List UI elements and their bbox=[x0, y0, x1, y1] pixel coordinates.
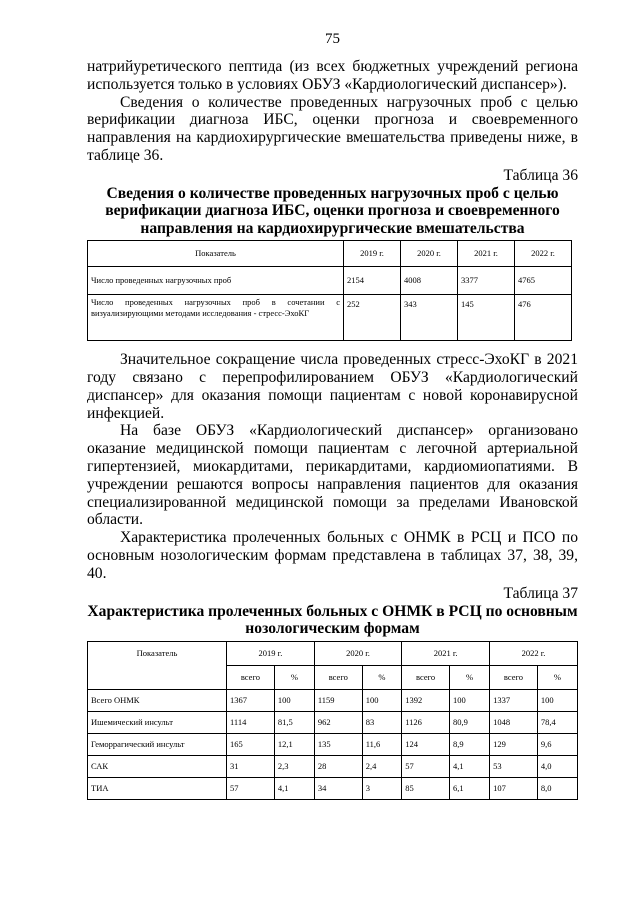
table-cell: 124 bbox=[402, 733, 450, 755]
subheader-cell: % bbox=[274, 665, 314, 689]
table-cell: 100 bbox=[537, 689, 577, 711]
table-cell: 1392 bbox=[402, 689, 450, 711]
table-cell: 2154 bbox=[344, 267, 401, 295]
header-cell: Показатель bbox=[88, 641, 227, 689]
table-cell: 6,1 bbox=[450, 777, 490, 799]
table-cell: Геморрагический инсульт bbox=[88, 733, 227, 755]
header-cell: 2020 г. bbox=[401, 241, 458, 267]
table-cell: 8,0 bbox=[537, 777, 577, 799]
page-number: 75 bbox=[325, 31, 340, 47]
table-cell: 476 bbox=[515, 295, 572, 341]
table-cell: 135 bbox=[314, 733, 362, 755]
paragraph: Значительное сокращение числа проведенных стресс-ЭхоКГ в 2021 году связано с перепрофилированием ОБУЗ «Кардиологический диспансер» для оказания помощи пациентам с новой коронавирусной инфекцией. bbox=[87, 351, 578, 422]
subheader-cell: всего bbox=[314, 665, 362, 689]
subheader-cell: всего bbox=[227, 665, 275, 689]
table-cell: 1337 bbox=[490, 689, 538, 711]
table-cell: 80,9 bbox=[450, 711, 490, 733]
table-row bbox=[88, 755, 578, 777]
table-cell: 57 bbox=[227, 777, 275, 799]
table-cell: Ишемический инсульт bbox=[88, 711, 227, 733]
table-cell: 1114 bbox=[227, 711, 275, 733]
table-cell: 962 bbox=[314, 711, 362, 733]
table-cell: 9,6 bbox=[537, 733, 577, 755]
paragraph: Характеристика пролеченных больных с ОНМК в РСЦ и ПСО по основным нозологическим формам представлена в таблицах 37, 38, 39, 40. bbox=[87, 529, 578, 582]
table-row bbox=[88, 711, 578, 733]
paragraph: натрийуретического пептида (из всех бюджетных учреждений региона используется только в условиях ОБУЗ «Кардиологический диспансер»). bbox=[87, 58, 578, 93]
header-cell: 2021 г. bbox=[458, 241, 515, 267]
table-cell: Число проведенных нагрузочных проб в сочетании с визуализирующими методами исследования - стресс-ЭхоКГ bbox=[88, 295, 344, 341]
year-header-cell: 2020 г. bbox=[314, 641, 401, 665]
text-block-2 bbox=[87, 351, 578, 582]
table-cell: 11,6 bbox=[362, 733, 401, 755]
table-cell: 3377 bbox=[458, 267, 515, 295]
table-cell: 85 bbox=[402, 777, 450, 799]
table-cell: 4,0 bbox=[537, 755, 577, 777]
table-cell: 100 bbox=[450, 689, 490, 711]
table-cell: 100 bbox=[362, 689, 401, 711]
table-cell: 165 bbox=[227, 733, 275, 755]
subheader-cell: % bbox=[450, 665, 490, 689]
subheader-cell: % bbox=[362, 665, 401, 689]
table-cell: 2,3 bbox=[274, 755, 314, 777]
table-cell: 31 bbox=[227, 755, 275, 777]
table-cell: 1048 bbox=[490, 711, 538, 733]
table-row bbox=[88, 689, 578, 711]
table-row bbox=[88, 733, 578, 755]
table-cell: 8,9 bbox=[450, 733, 490, 755]
year-header-cell: 2022 г. bbox=[490, 641, 578, 665]
table-36-label: Таблица 36 bbox=[503, 166, 578, 184]
table-cell: 57 bbox=[402, 755, 450, 777]
table-cell: Число проведенных нагрузочных проб bbox=[88, 267, 344, 295]
table-cell: 4765 bbox=[515, 267, 572, 295]
table-cell: 252 bbox=[344, 295, 401, 341]
table-row bbox=[88, 267, 572, 295]
table-cell: 100 bbox=[274, 689, 314, 711]
table-cell: 145 bbox=[458, 295, 515, 341]
header-cell: 2022 г. bbox=[515, 241, 572, 267]
text-block-1 bbox=[87, 58, 578, 165]
table-cell: САК bbox=[88, 755, 227, 777]
table-cell: 343 bbox=[401, 295, 458, 341]
table-row bbox=[88, 777, 578, 799]
table-37-label: Таблица 37 bbox=[503, 584, 578, 602]
table-cell: 3 bbox=[362, 777, 401, 799]
table-cell: 1367 bbox=[227, 689, 275, 711]
table-cell: 34 bbox=[314, 777, 362, 799]
table-cell: Всего ОНМК bbox=[88, 689, 227, 711]
year-header-cell: 2021 г. bbox=[402, 641, 490, 665]
subheader-cell: % bbox=[537, 665, 577, 689]
table-cell: 107 bbox=[490, 777, 538, 799]
table-cell: 129 bbox=[490, 733, 538, 755]
table-cell: 4,1 bbox=[450, 755, 490, 777]
table-37 bbox=[87, 641, 578, 800]
table-37-title: Характеристика пролеченных больных с ОНМК в РСЦ по основным нозологическим формам bbox=[87, 602, 578, 638]
table-cell: 83 bbox=[362, 711, 401, 733]
table-cell: 12,1 bbox=[274, 733, 314, 755]
table-row bbox=[88, 295, 572, 341]
table-cell: 1126 bbox=[402, 711, 450, 733]
spacer bbox=[87, 341, 578, 351]
paragraph: На базе ОБУЗ «Кардиологический диспансер» организовано оказание медицинской помощи пациентам с легочной артериальной гипертензией, миокардитами, перикардитами, кардиомиопатиями. В учреждении решаются вопросы направления пациентов для оказания специализированной медицинской помощи за пределами Ивановской области. bbox=[87, 422, 578, 529]
table-header-row bbox=[88, 641, 578, 665]
table-36-title: Сведения о количестве проведенных нагрузочных проб с целью верификации диагноза ИБС, оценки прогноза и своевременного направления на кардиохирургические вмешательства bbox=[105, 184, 560, 237]
paragraph: Сведения о количестве проведенных нагрузочных проб с целью верификации диагноза ИБС, оценки прогноза и своевременного направления на кардиохирургические вмешательства приведены ниже, в таблице 36. bbox=[87, 93, 578, 164]
header-cell: Показатель bbox=[88, 241, 344, 267]
table-cell: 81,5 bbox=[274, 711, 314, 733]
table-cell: 53 bbox=[490, 755, 538, 777]
table-cell: 28 bbox=[314, 755, 362, 777]
table-header-row bbox=[88, 241, 572, 267]
subheader-cell: всего bbox=[490, 665, 538, 689]
table-cell: 4,1 bbox=[274, 777, 314, 799]
table-cell: 2,4 bbox=[362, 755, 401, 777]
table-36 bbox=[87, 240, 572, 341]
table-cell: 78,4 bbox=[537, 711, 577, 733]
table-cell: 1159 bbox=[314, 689, 362, 711]
subheader-cell: всего bbox=[402, 665, 450, 689]
table-cell: ТИА bbox=[88, 777, 227, 799]
header-cell: 2019 г. bbox=[344, 241, 401, 267]
year-header-cell: 2019 г. bbox=[227, 641, 315, 665]
table-cell: 4008 bbox=[401, 267, 458, 295]
